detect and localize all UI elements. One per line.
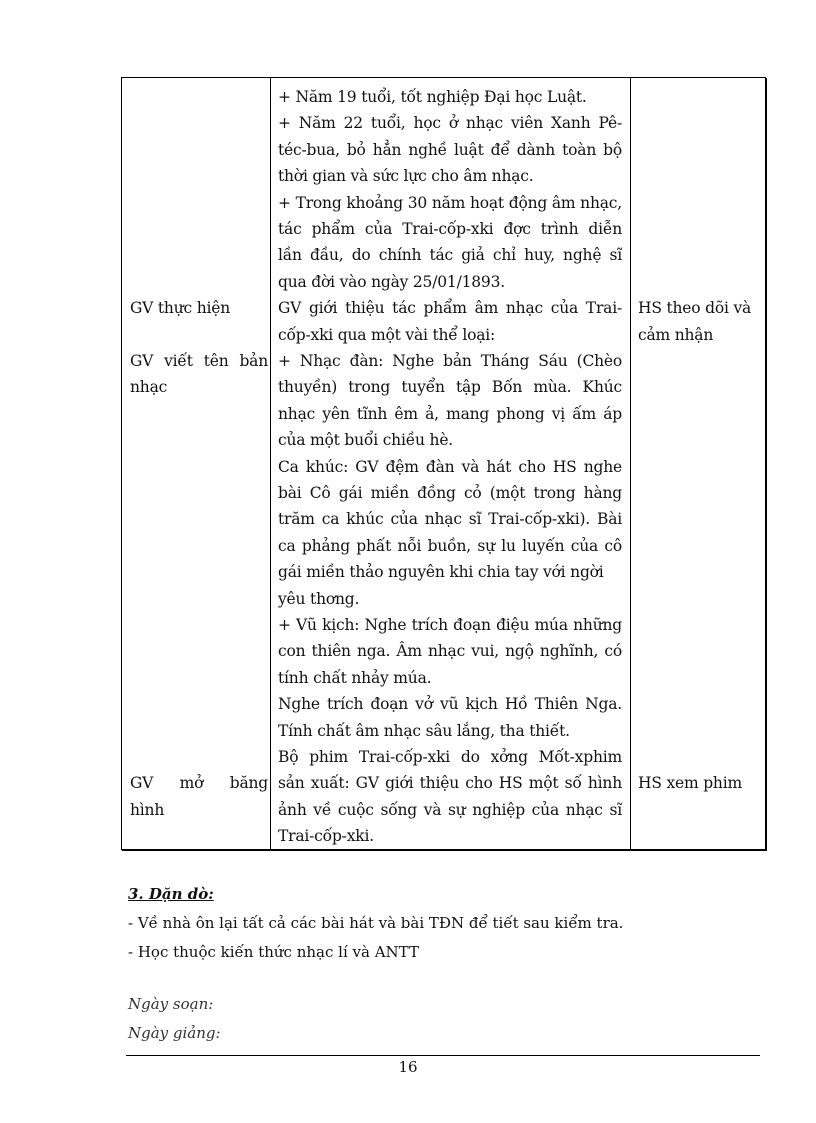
table-cell-line: sản xuất: GV giới thiệu cho HS một số hình [278, 774, 622, 793]
date-prepared-label: Ngày soạn: [128, 995, 214, 1013]
page-number: 16 [398, 1058, 418, 1076]
table-cell-line: bài Cô gái miền đồng cỏ (một trong hàng [278, 484, 622, 502]
date-taught-label: Ngày giảng: [128, 1024, 221, 1042]
table-cell-line: trăm ca khúc của nhạc sĩ Trai-cốp-xki). Bài [278, 510, 622, 529]
table-cell-line: nhạc yên tĩnh êm ả, mang phong vị ấm áp [278, 404, 622, 423]
table-cell-line: + Năm 19 tuổi, tốt nghiệp Đại học Luật. [278, 88, 587, 106]
table-cell-line: HS xem phim [638, 774, 742, 793]
table-cell-line: + Nhạc đàn: Nghe bản Tháng Sáu (Chèo [278, 352, 622, 370]
table-cell-line: thời gian và sức lực cho âm nhạc. [278, 167, 534, 186]
table-cell-line: Trai-cốp-xki. [278, 827, 374, 846]
table-cell-line: của một buổi chiều hè. [278, 431, 454, 450]
table-cell-line: Bộ phim Trai-cốp-xki do xởng Mốt-xphim [278, 748, 622, 766]
table-cell-line: qua đời vào ngày 25/01/1893. [278, 272, 505, 291]
table-cell-line: nhạc [130, 378, 168, 397]
table-cell-line: Ca khúc: GV đệm đàn và hát cho HS nghe [278, 457, 622, 476]
table-cell-line: lần đầu, do chính tác giả chỉ huy, nghệ sĩ [278, 246, 622, 265]
table-cell-line: con thiên nga. Âm nhạc vui, ngộ nghĩnh, có [278, 642, 622, 661]
table-cell-line: + Năm 22 tuổi, học ở nhạc viên Xanh Pê- [278, 114, 622, 133]
table-cell-line: ảnh về cuộc sống và sự nghiệp của nhạc sĩ [278, 800, 622, 819]
table-cell-line: hình [130, 800, 165, 819]
table-cell-line: GV viết tên bản [130, 352, 268, 370]
table-cell-line: yêu thơng. [278, 589, 360, 608]
lesson-table [121, 77, 766, 850]
table-cell-line: + Vũ kịch: Nghe trích đoạn điệu múa những [278, 616, 622, 634]
table-cell-line: téc-bua, bỏ hẳn nghề luật để dành toàn bộ [278, 140, 622, 159]
table-cell-line: cảm nhận [638, 325, 714, 344]
homework-item: - Học thuộc kiến thức nhạc lí và ANTT [128, 943, 419, 961]
footer-rule [126, 1055, 760, 1056]
table-cell-line: + Trong khoảng 30 năm hoạt động âm nhạc, [278, 193, 622, 212]
column-divider [630, 78, 631, 849]
table-cell-line: Tính chất âm nhạc sâu lắng, tha thiết. [278, 721, 570, 740]
table-cell-line: gái miền thảo nguyên khi chia tay với ngời [278, 563, 604, 582]
table-cell-line: tác phẩm của Trai-cốp-xki đợc trình diễn [278, 220, 622, 238]
table-cell-line: ca phảng phất nỗi buồn, sự lu luyến của cô [278, 536, 622, 555]
column-divider [270, 78, 271, 849]
table-cell-line: GV thực hiện [130, 299, 230, 318]
table-cell-line: thuyền) trong tuyển tập Bốn mùa. Khúc [278, 378, 622, 397]
homework-item: - Về nhà ôn lại tất cả các bài hát và bài TĐN để tiết sau kiểm tra. [128, 914, 624, 932]
table-cell-line: tính chất nhảy múa. [278, 668, 432, 687]
table-cell-line: GV giới thiệu tác phẩm âm nhạc của Trai- [278, 299, 622, 318]
table-cell-line: cốp-xki qua một vài thể loại: [278, 325, 496, 344]
table-cell-line: HS theo dõi và [638, 299, 752, 318]
section-heading: 3. Dặn dò: [128, 885, 214, 903]
table-cell-line: Nghe trích đoạn vở vũ kịch Hồ Thiên Nga. [278, 695, 622, 714]
table-cell-line: GV mở băng [130, 774, 268, 793]
